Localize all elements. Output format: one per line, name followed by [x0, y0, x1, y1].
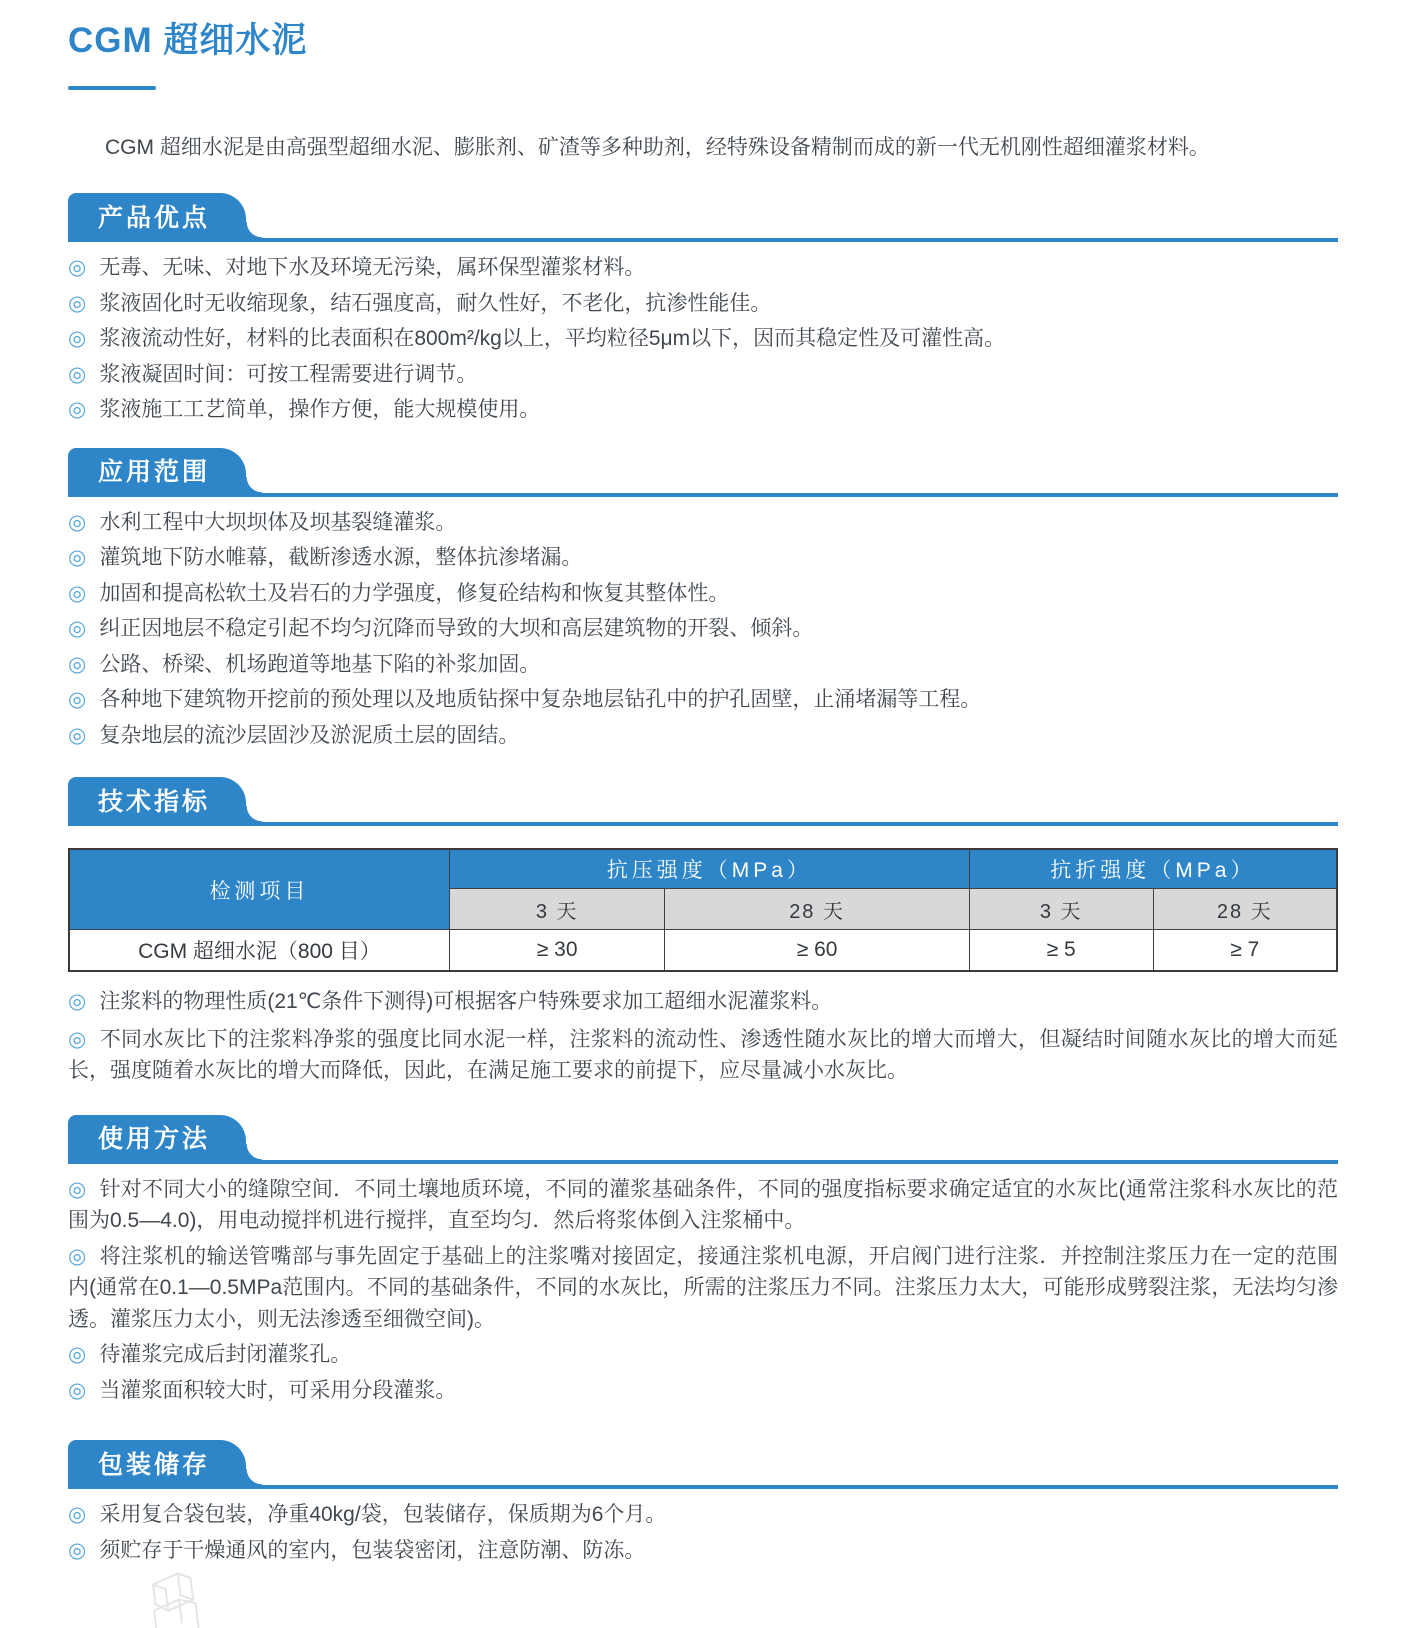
- double-ring-bullet-icon: ◎: [68, 1378, 87, 1402]
- bullet-text: 浆液流动性好，材料的比表面积在800m²/kg以上，平均粒径5μm以下，因而其稳定性及可灌性高。: [99, 327, 1006, 350]
- bullet-text: 加固和提高松软土及岩石的力学强度，修复砼结构和恢复其整体性。: [99, 581, 730, 605]
- double-ring-bullet-icon: ◎: [68, 617, 87, 640]
- bullet-item: [68, 1024, 1338, 1087]
- double-ring-bullet-icon: ◎: [68, 510, 87, 534]
- section-tab-specs: [68, 777, 246, 822]
- bullet-item: [68, 1535, 1338, 1567]
- bullet-text: 针对不同大小的缝隙空间．不同土壤地质环境，不同的灌浆基础条件，不同的强度指标要求确定适宜的水灰比(通常注浆科水灰比的范围为0.5—4.0)，用电动搅拌机进行搅拌，直至均匀．然后将浆体倒入注浆桶中。: [68, 1177, 1338, 1232]
- spec-table-header-row: [69, 849, 1337, 889]
- section-tab-usage: [68, 1115, 246, 1160]
- section-tab-advantages: [68, 193, 246, 238]
- bullet-item: [68, 684, 1338, 716]
- spec-table-col1-header: 检测项目: [69, 849, 449, 930]
- double-ring-bullet-icon: ◎: [68, 327, 87, 350]
- spec-table-group-flexural: 抗折强度（MPa）: [969, 849, 1337, 889]
- section-header-storage: [68, 1440, 1338, 1489]
- bullet-item: [68, 1339, 1338, 1371]
- spec-table: [68, 848, 1338, 972]
- storage-list: [68, 1499, 1338, 1566]
- double-ring-bullet-icon: ◎: [68, 581, 87, 605]
- bullet-text: 公路、桥梁、机场跑道等地基下陷的补浆加固。: [99, 652, 541, 676]
- bullet-item: [68, 507, 1338, 539]
- double-ring-bullet-icon: ◎: [68, 546, 87, 569]
- double-ring-bullet-icon: ◎: [68, 256, 87, 279]
- value-cell: ≥ 5: [969, 930, 1153, 972]
- double-ring-bullet-icon: ◎: [68, 1343, 87, 1366]
- bullet-text: 无毒、无味、对地下水及环境无污染，属环保型灌浆材料。: [99, 256, 646, 279]
- bullet-text: 水利工程中大坝坝体及坝基裂缝灌浆。: [99, 510, 457, 534]
- section-heading-applications: 应用范围: [98, 458, 211, 486]
- spec-table-subheader: 28 天: [1153, 889, 1337, 930]
- applications-list: [68, 507, 1338, 752]
- section-heading-storage: 包装储存: [98, 1450, 211, 1479]
- bullet-item: [68, 359, 1338, 391]
- bullet-item: [68, 1375, 1338, 1407]
- bullet-text: 当灌浆面积较大时，可采用分段灌浆。: [99, 1378, 457, 1402]
- bullet-text: 注浆料的物理性质(21℃条件下测得)可根据客户特殊要求加工超细水泥灌浆料。: [99, 990, 833, 1013]
- double-ring-bullet-icon: ◎: [68, 398, 87, 421]
- bullet-text: 将注浆机的输送管嘴部与事先固定于基础上的注浆嘴对接固定，接通注浆机电源，开启阀门进行注浆．并控制注浆压力在一定的范围内(通常在0.1—0.5MPa范围内。不同的基础条件，不同的水灰比，所需的注浆压力不同。注浆压力太大，可能形成劈裂注浆，无法均匀渗透。灌浆压力太小，则无法渗透至细微空间)。: [68, 1244, 1338, 1331]
- section-tab-applications: [68, 448, 246, 493]
- bullet-text: 灌筑地下防水帷幕，截断渗透水源，整体抗渗堵漏。: [99, 546, 583, 569]
- spec-table-subheader: 3 天: [969, 889, 1153, 930]
- bullet-item: [68, 613, 1338, 645]
- bullet-item: [68, 394, 1338, 426]
- spec-table-data-row: [69, 930, 1337, 972]
- bullet-text: 不同水灰比下的注浆料净浆的强度比同水泥一样，注浆料的流动性、渗透性随水灰比的增大而增大，但凝结时间随水灰比的增大而延长，强度随着水灰比的增大而降低，因此，在满足施工要求的前提下，应尽量减小水灰比。: [68, 1027, 1338, 1082]
- bullet-item: [68, 578, 1338, 610]
- value-cell: ≥ 7: [1153, 930, 1337, 972]
- spec-table-subheader: 28 天: [665, 889, 969, 930]
- bullet-item: [68, 1241, 1338, 1336]
- value-cell: ≥ 60: [665, 930, 969, 972]
- double-ring-bullet-icon: ◎: [68, 1503, 87, 1526]
- spec-notes-list: [68, 986, 1338, 1087]
- double-ring-bullet-icon: ◎: [68, 362, 87, 386]
- section-header-specs: [68, 777, 1338, 826]
- double-ring-bullet-icon: ◎: [68, 688, 87, 711]
- bullet-item: [68, 542, 1338, 574]
- double-ring-bullet-icon: ◎: [68, 723, 87, 747]
- bullet-item: [68, 1499, 1338, 1531]
- section-header-applications: [68, 448, 1338, 497]
- spec-table-group-compressive: 抗压强度（MPa）: [449, 849, 969, 889]
- bullet-text: 各种地下建筑物开挖前的预处理以及地质钻探中复杂地层钻孔中的护孔固壁，止涌堵漏等工程。: [99, 688, 982, 711]
- spec-table-subheader: 3 天: [449, 889, 665, 930]
- double-ring-bullet-icon: ◎: [68, 1244, 87, 1268]
- cement-bag-watermark-icon: [138, 1568, 212, 1628]
- bullet-text: 浆液施工工艺简单，操作方便，能大规模使用。: [99, 398, 541, 421]
- bullet-item: [68, 986, 1338, 1018]
- advantages-list: [68, 252, 1338, 426]
- page-title: CGM 超细水泥: [68, 21, 308, 60]
- bullet-item: [68, 1174, 1338, 1237]
- double-ring-bullet-icon: ◎: [68, 1027, 87, 1051]
- section-tab-storage: [68, 1440, 246, 1485]
- product-name-cell: CGM 超细水泥（800 目）: [69, 930, 449, 972]
- section-heading-usage: 使用方法: [98, 1125, 211, 1153]
- bullet-item: [68, 720, 1338, 752]
- bullet-text: 浆液固化时无收缩现象，结石强度高，耐久性好，不老化，抗渗性能佳。: [99, 291, 772, 315]
- bullet-item: [68, 288, 1338, 320]
- intro-paragraph: CGM 超细水泥是由高强型超细水泥、膨胀剂、矿渣等多种助剂，经特殊设备精制而成的新一代无机刚性超细灌浆材料。: [105, 135, 1210, 159]
- double-ring-bullet-icon: ◎: [68, 1538, 87, 1562]
- section-header-advantages: [68, 193, 1338, 242]
- bullet-text: 待灌浆完成后封闭灌浆孔。: [99, 1343, 352, 1366]
- double-ring-bullet-icon: ◎: [68, 652, 87, 676]
- bullet-text: 复杂地层的流沙层固沙及淤泥质土层的固结。: [99, 723, 520, 747]
- bullet-item: [68, 252, 1338, 284]
- section-header-usage: [68, 1115, 1338, 1164]
- double-ring-bullet-icon: ◎: [68, 291, 87, 315]
- bullet-text: 须贮存于干燥通风的室内，包装袋密闭，注意防潮、防冻。: [99, 1538, 646, 1562]
- double-ring-bullet-icon: ◎: [68, 1177, 87, 1201]
- bullet-text: 浆液凝固时间：可按工程需要进行调节。: [99, 362, 478, 386]
- bullet-text: 采用复合袋包装，净重40kg/袋，包装储存，保质期为6个月。: [99, 1503, 667, 1526]
- bullet-item: [68, 323, 1338, 355]
- value-cell: ≥ 30: [449, 930, 665, 972]
- usage-list: [68, 1174, 1338, 1407]
- section-heading-specs: 技术指标: [98, 787, 211, 816]
- double-ring-bullet-icon: ◎: [68, 990, 87, 1013]
- bullet-item: [68, 649, 1338, 681]
- section-heading-advantages: 产品优点: [98, 203, 211, 232]
- title-underline: [68, 86, 156, 90]
- bullet-text: 纠正因地层不稳定引起不均匀沉降而导致的大坝和高层建筑物的开裂、倾斜。: [99, 617, 814, 640]
